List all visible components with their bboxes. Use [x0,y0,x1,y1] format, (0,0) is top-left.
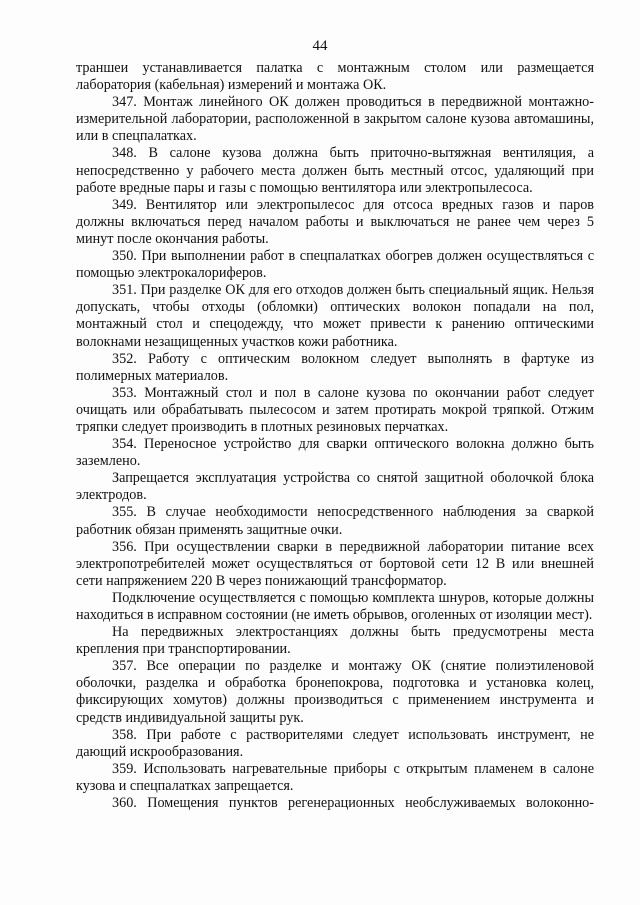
paragraph: 348. В салоне кузова должна быть приточно-вытяжная вентиляция, а непосредственно у рабочего места должен быть местный отсос, удаляющий при работе вредные пары и газы с помощью вентилятора или электропылесоса. [76,145,594,196]
paragraph: 355. В случае необходимости непосредственного наблюдения за сваркой работник обязан применять защитные очки. [76,504,594,538]
paragraph: Запрещается эксплуатация устройства со снятой защитной оболочкой блока электродов. [76,470,594,504]
paragraph: 347. Монтаж линейного ОК должен проводиться в передвижной монтажно-измерительной лаборатории, расположенной в закрытом салоне кузова автомашины, или в спецпалатках. [76,94,594,145]
paragraph: 350. При выполнении работ в спецпалатках обогрев должен осуществляться с помощью электрокалориферов. [76,248,594,282]
paragraph: 353. Монтажный стол и пол в салоне кузова по окончании работ следует очищать или обрабатывать пылесосом и затем протирать мокрой тряпкой. Отжим тряпки следует производить в плотных резиновых перчатках. [76,384,594,435]
paragraph: 356. При осуществлении сварки в передвижной лаборатории питание всех электропотребителей может осуществляться от бортовой сети 12 В или внешней сети напряжением 220 В через понижающий трансформатор. [76,538,594,589]
page-number: 44 [312,38,328,54]
paragraph: 358. При работе с растворителями следует использовать инструмент, не дающий искрообразования. [76,726,594,760]
paragraph: 351. При разделке ОК для его отходов должен быть специальный ящик. Нельзя допускать, чтобы отходы (обломки) оптических волокон попадали на пол, монтажный стол и спецодежду, что может привести к ранению оптическими волокнами незащищенных участков кожи работника. [76,282,594,350]
paragraph: 354. Переносное устройство для сварки оптического волокна должно быть заземлено. [76,436,594,470]
paragraph: Подключение осуществляется с помощью комплекта шнуров, которые должны находиться в исправном состоянии (не иметь обрывов, оголенных от изоляции мест). [76,589,594,623]
paragraph: 352. Работу с оптическим волокном следует выполнять в фартуке из полимерных материалов. [76,350,594,384]
document-body [76,60,594,812]
paragraph: траншеи устанавливается палатка с монтажным столом или размещается лаборатория (кабельная) измерений и монтажа ОК. [76,60,594,94]
paragraph: 349. Вентилятор или электропылесос для отсоса вредных газов и паров должны включаться перед началом работы и выключаться не ранее чем через 5 минут после окончания работы. [76,196,594,247]
paragraph: На передвижных электростанциях должны быть предусмотрены места крепления при транспортировании. [76,624,594,658]
paragraph: 360. Помещения пунктов регенерационных необслуживаемых волоконно- [112,795,594,812]
paragraph: 357. Все операции по разделке и монтажу ОК (снятие полиэтиленовой оболочки, разделка и обработка бронепокрова, подготовка и установка колец, фиксирующих хомутов) должны производиться с применением инструмента и средств индивидуальной защиты рук. [76,658,594,726]
paragraph: 359. Использовать нагревательные приборы с открытым пламенем в салоне кузова и спецпалатках запрещается. [76,760,594,794]
